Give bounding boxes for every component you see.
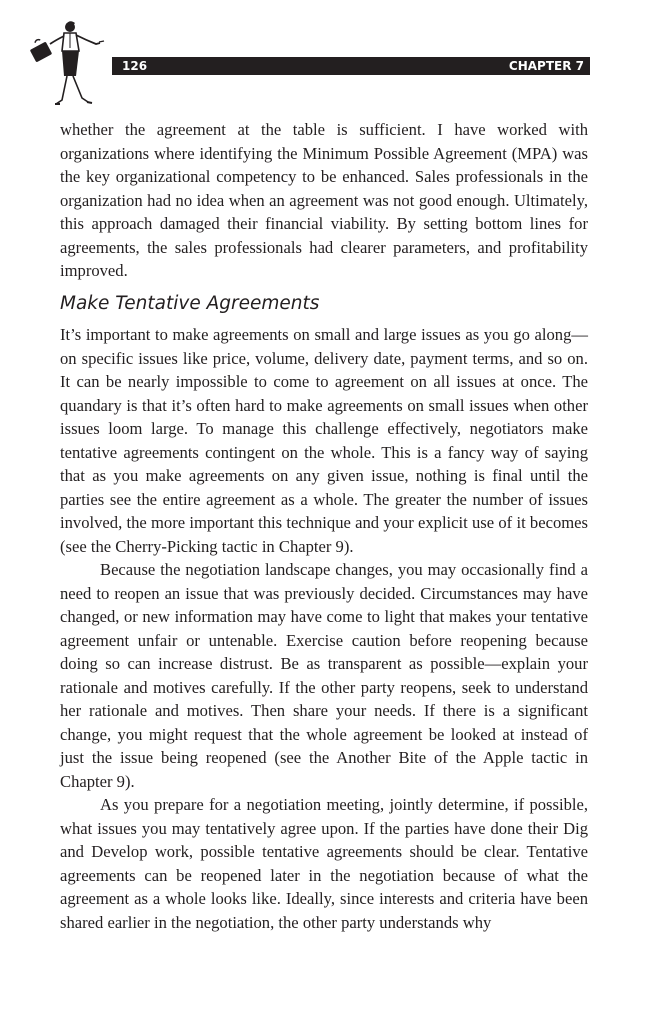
section-text-block xyxy=(60,323,588,934)
intro-text-block xyxy=(60,118,588,283)
section-paragraph-2: Because the negotiation landscape changes, you may occasionally find a need to reopen an issue that was previously decided. Circumstances may have changed, or new information may have come to light that makes your tentative agreement unfair or untenable. Exercise caution before reopening because doing so can increase distrust. Be as transparent as possible—explain your rationale and motives carefully. If the other party reopens, seek to understand her rationale and motives. Then share your needs. If there is a significant change, you might request that the whole agreement be looked at instead of just the issue being reopened (see the Another Bite of the Apple tactic in Chapter 9). xyxy=(60,560,588,791)
intro-paragraph: whether the agreement at the table is sufficient. I have worked with organizations where identifying the Minimum Possible Agreement (MPA) was the key organizational competency to be enhanced. Sales professionals in the organization had no idea when an agreement was not good enough. Ultimately, this approach damaged their financial viability. By setting bottom lines for agreements, the sales professionals had clearer parameters, and profitability improved. xyxy=(60,120,588,280)
section-paragraph-3: As you prepare for a negotiation meeting, jointly determine, if possible, what issues you may tentatively agree upon. If the parties have done their Dig and Develop work, possible tentative agreements should be clear. Tentative agreements can be reopened later in the negotiation because of what the agreement as a whole looks like. Ideally, since interests and criteria have been shared earlier in the negotiation, the other party understands why xyxy=(60,795,588,932)
section-heading: Make Tentative Agreements xyxy=(60,293,320,314)
chapter-label: CHAPTER 7 xyxy=(508,59,584,73)
businesswoman-with-briefcase-icon xyxy=(26,18,112,110)
section-paragraph-1: It’s important to make agreements on small and large issues as you go along—on specific issues like price, volume, delivery date, payment terms, and so on. It can be nearly impossible to come to agreement on all issues at once. The quandary is that it’s often hard to make agreements on small issues when other issues loom large. To manage this challenge effectively, negotiators make tentative agreements contingent on the whole. This is a fancy way of saying that as you make agreements on any given issue, nothing is final until the parties see the entire agreement as a whole. The greater the number of issues involved, the more important this technique and your explicit use of it becomes (see the Cherry-Picking tactic in Chapter 9). xyxy=(60,325,588,556)
running-header-bar xyxy=(112,57,590,75)
page-number: 126 xyxy=(122,59,148,73)
